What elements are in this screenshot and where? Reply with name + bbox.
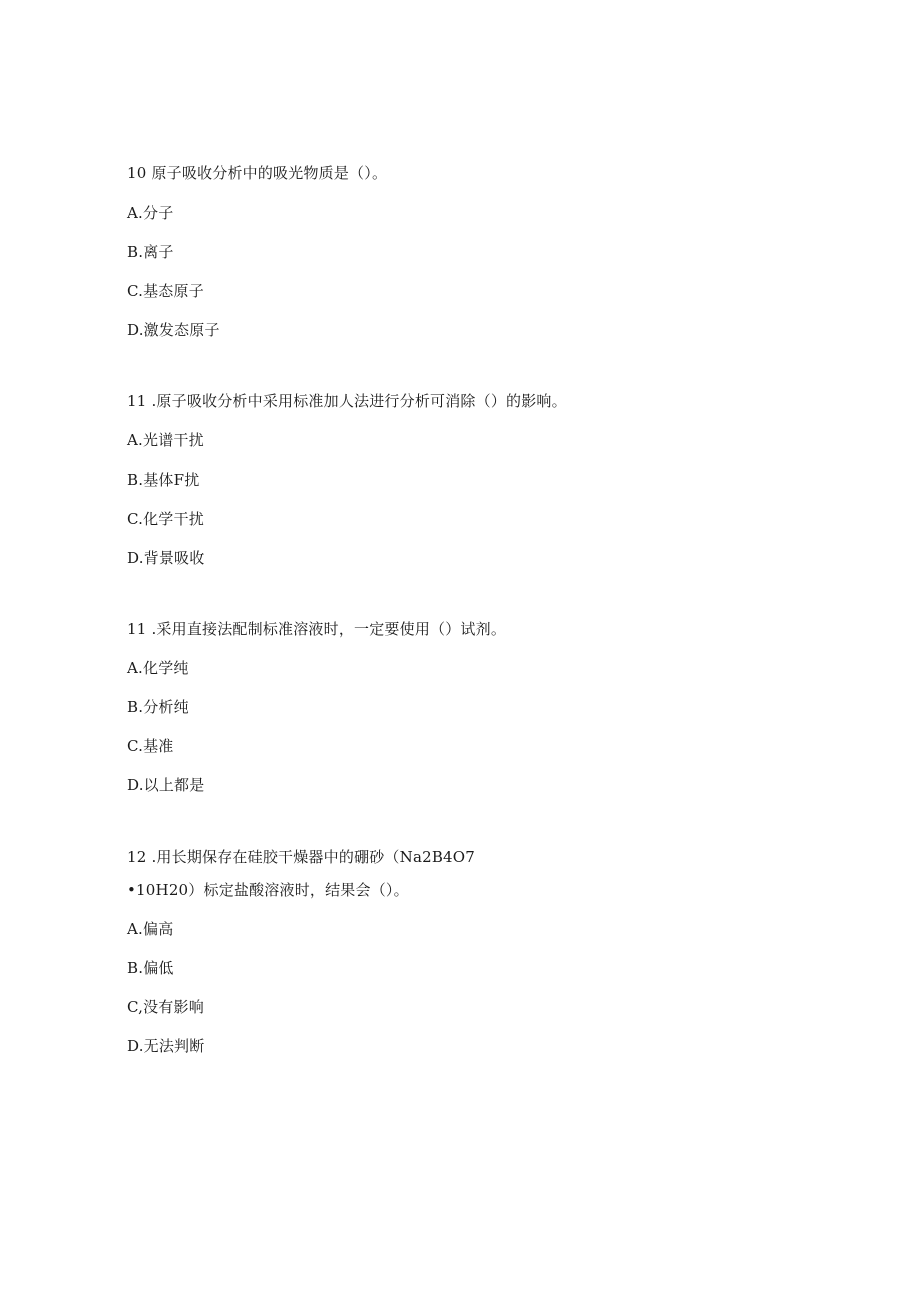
question-stem: 10 原子吸收分析中的吸光物质是（）。 [127,164,388,182]
option-b: B.分析纯 [127,698,189,716]
option-a: A.化学纯 [127,659,189,677]
question-stem-continued: •10H20）标定盐酸溶液时，结果会（）。 [127,881,409,899]
question-stem: 12 .用长期保存在硅胶干燥器中的硼砂（Na2B4O7 [127,848,476,866]
option-a: A.分子 [127,204,174,222]
option-c: C.基态原子 [127,282,204,300]
option-c: C.基准 [127,737,174,755]
option-a: A.光谱干扰 [127,431,204,449]
option-c: C.化学干扰 [127,510,204,528]
option-d: D.背景吸收 [127,549,205,567]
option-c: C,没有影响 [127,998,204,1016]
option-b: B.基体F扰 [127,471,200,489]
option-d: D.以上都是 [127,776,205,794]
option-d: D.无法判断 [127,1037,205,1055]
question-stem: 11 .原子吸收分析中采用标准加人法进行分析可消除（）的影响。 [127,392,567,410]
option-a: A.偏高 [127,920,174,938]
question-stem: 11 .采用直接法配制标准溶液时，一定要使用（）试剂。 [127,620,507,638]
option-b: B.离子 [127,243,174,261]
option-b: B.偏低 [127,959,174,977]
option-d: D.激发态原子 [127,321,220,339]
